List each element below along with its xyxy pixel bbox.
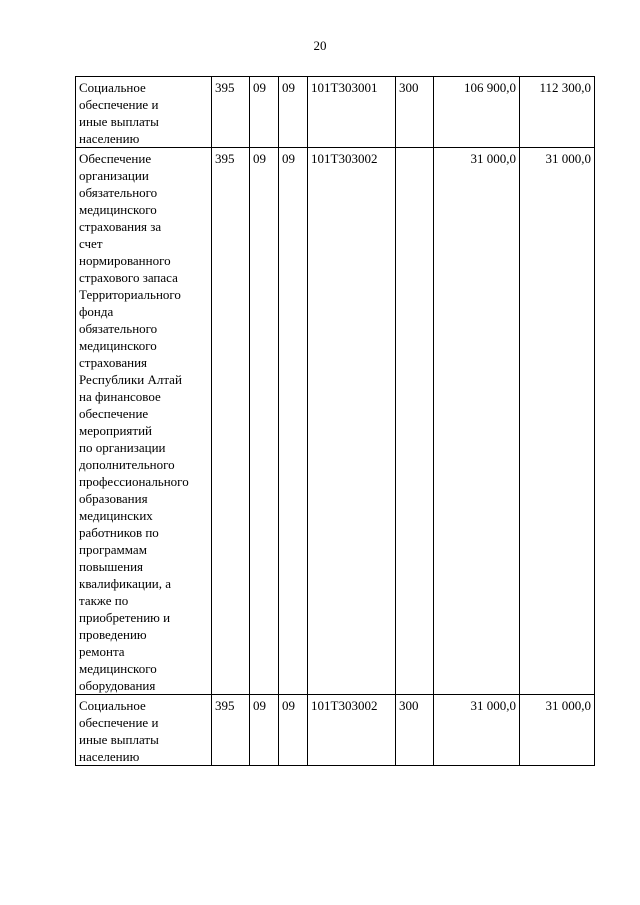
sum1-cell: 106 900,0 — [434, 77, 520, 148]
name-line: по организации — [79, 440, 166, 455]
name-line: дополнительного — [79, 457, 175, 472]
gr-cell: 395 — [212, 695, 250, 766]
name-line: работников по — [79, 525, 159, 540]
name-line: страхования — [79, 355, 148, 370]
name-line: медицинского — [79, 202, 157, 217]
table-row — [76, 77, 595, 148]
name-line: образования — [79, 491, 148, 506]
name-line: обязательного — [79, 185, 158, 200]
rz-cell: 09 — [250, 695, 279, 766]
table-row — [76, 148, 595, 695]
name-line: иные выплаты — [79, 114, 159, 129]
pr-cell: 09 — [279, 695, 308, 766]
sum1-cell: 31 000,0 — [434, 695, 520, 766]
sum2-cell: 112 300,0 — [520, 77, 595, 148]
csr-cell: 101Т303001 — [308, 77, 396, 148]
rz-cell: 09 — [250, 77, 279, 148]
name-line: повышения — [79, 559, 144, 574]
name-line: проведению — [79, 627, 147, 642]
name-line: программам — [79, 542, 147, 557]
name-line: Обеспечение — [79, 151, 152, 166]
name-line: Республики Алтай — [79, 372, 182, 387]
gr-cell: 395 — [212, 77, 250, 148]
name-line: страхования за — [79, 219, 162, 234]
name-line: профессионального — [79, 474, 189, 489]
budget-table — [75, 76, 595, 766]
sum2-cell: 31 000,0 — [520, 695, 595, 766]
row-name-cell — [76, 148, 212, 695]
pr-cell: 09 — [279, 148, 308, 695]
name-line: обязательного — [79, 321, 158, 336]
name-line: обеспечение — [79, 406, 149, 421]
name-line: медицинского — [79, 338, 157, 353]
name-line: иные выплаты — [79, 732, 159, 747]
name-line: Социальное — [79, 80, 146, 95]
name-line: организации — [79, 168, 149, 183]
name-line: обеспечение и — [79, 97, 159, 112]
name-line: страхового запаса — [79, 270, 178, 285]
vr-cell: 300 — [396, 695, 434, 766]
name-line: Социальное — [79, 698, 146, 713]
row-name-cell — [76, 77, 212, 148]
name-line: ремонта — [79, 644, 125, 659]
name-line: медицинского — [79, 661, 157, 676]
sum1-cell: 31 000,0 — [434, 148, 520, 695]
name-line: населению — [79, 749, 140, 764]
vr-cell: 300 — [396, 77, 434, 148]
rz-cell: 09 — [250, 148, 279, 695]
name-line: также по — [79, 593, 129, 608]
name-line: нормированного — [79, 253, 171, 268]
sum2-cell: 31 000,0 — [520, 148, 595, 695]
name-line: населению — [79, 131, 140, 146]
name-line: медицинских — [79, 508, 153, 523]
table-row — [76, 695, 595, 766]
vr-cell — [396, 148, 434, 695]
name-line: приобретению и — [79, 610, 171, 625]
gr-cell: 395 — [212, 148, 250, 695]
name-line: Территориального — [79, 287, 181, 302]
name-line: обеспечение и — [79, 715, 159, 730]
csr-cell: 101Т303002 — [308, 695, 396, 766]
page-number: 20 — [313, 38, 327, 53]
name-line: квалификации, а — [79, 576, 172, 591]
name-line: фонда — [79, 304, 114, 319]
pr-cell: 09 — [279, 77, 308, 148]
csr-cell: 101Т303002 — [308, 148, 396, 695]
name-line: оборудования — [79, 678, 156, 693]
row-name-cell — [76, 695, 212, 766]
name-line: счет — [79, 236, 103, 251]
name-line: на финансовое — [79, 389, 161, 404]
name-line: мероприятий — [79, 423, 152, 438]
